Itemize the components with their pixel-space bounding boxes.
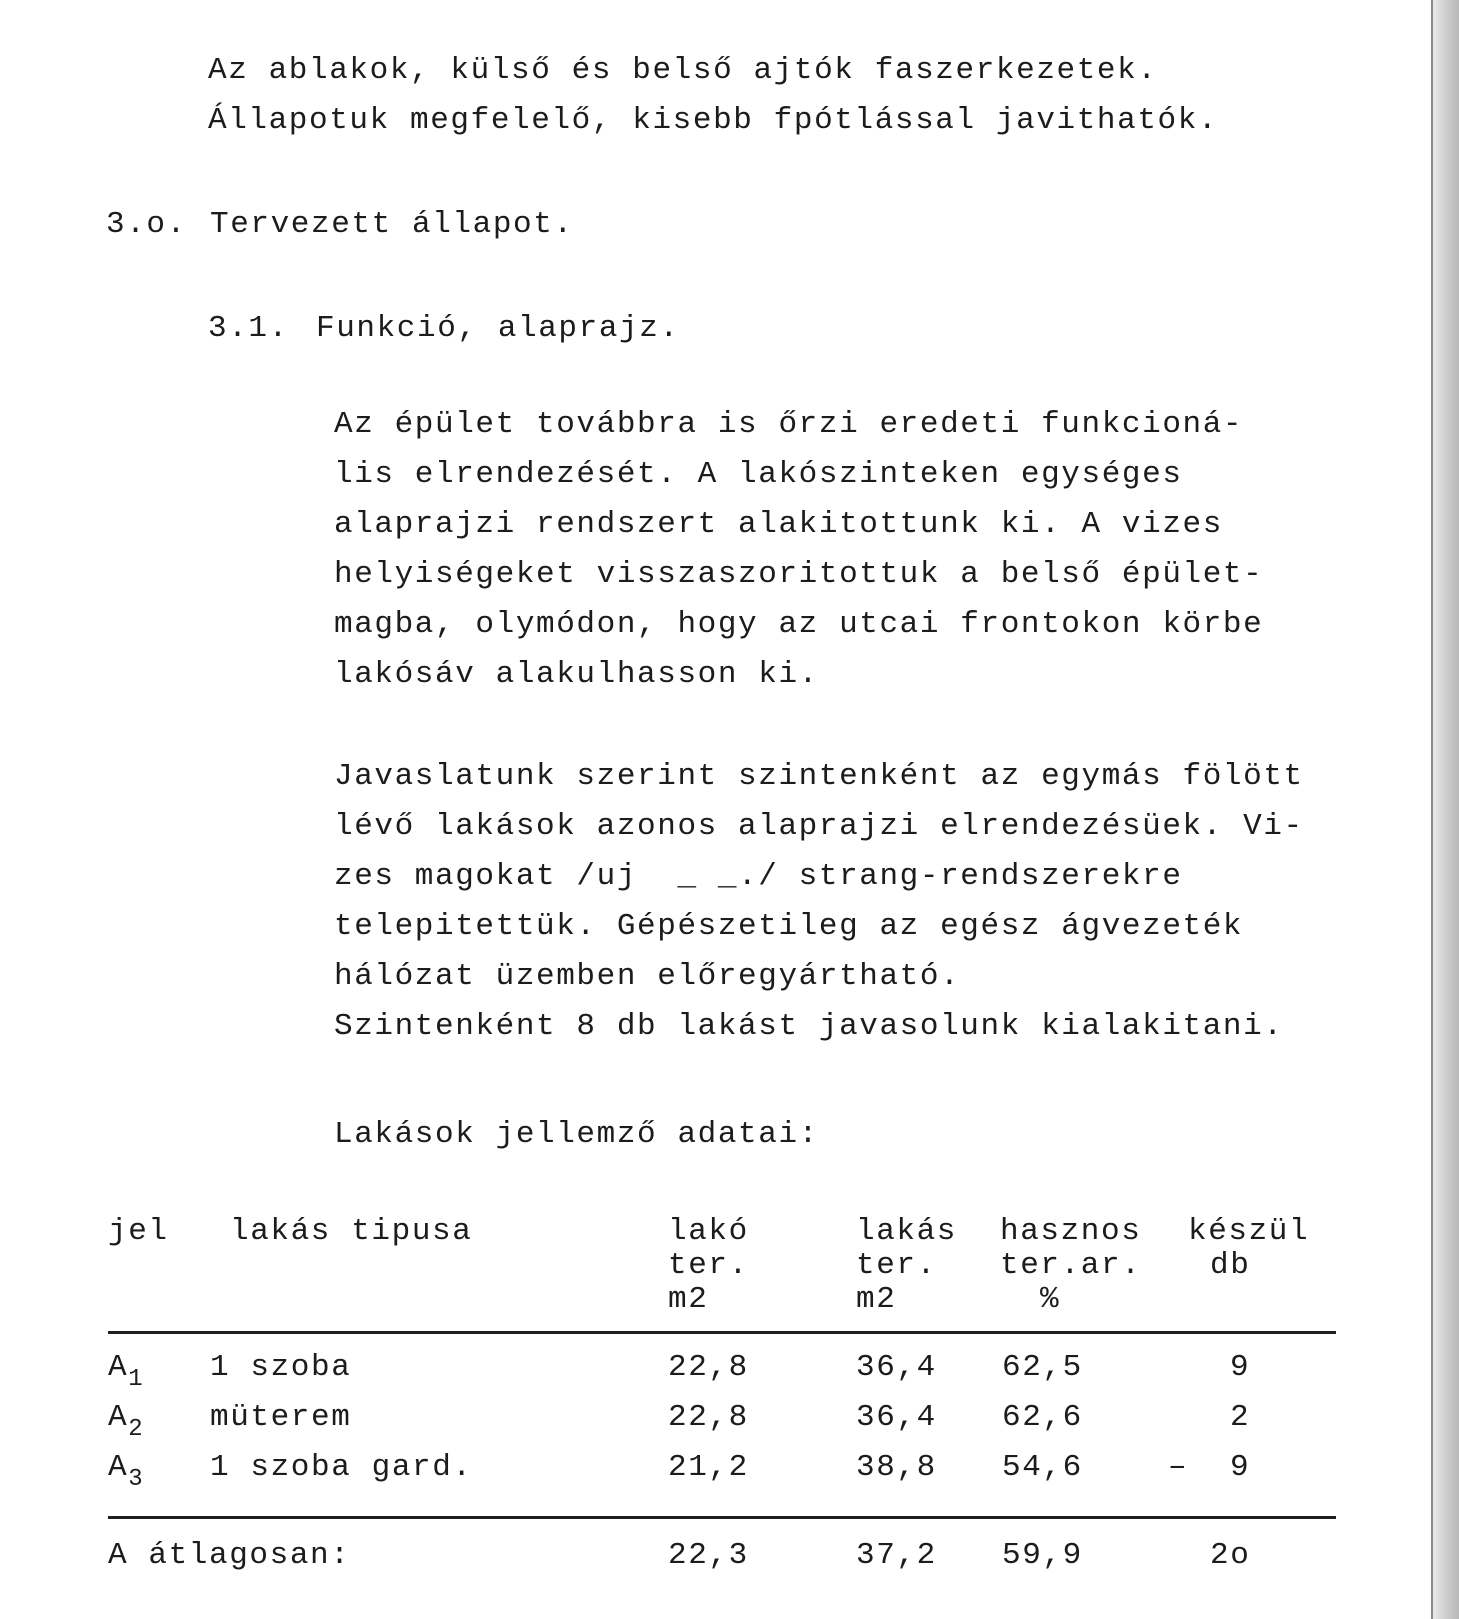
cell-keszul: 9 [1230,1450,1251,1485]
header-hasznos-1: hasznos [1000,1214,1142,1249]
cell-hasznos: 62,6 [1002,1400,1083,1435]
cell-lakas: 38,8 [856,1450,937,1485]
section-number: 3.o. [106,207,187,242]
paragraph1-line: helyiségeket visszaszoritottuk a belső épület- [334,557,1264,592]
section-title: Tervezett állapot. [210,207,574,242]
cell-jel [108,1450,145,1493]
total-lakas: 37,2 [856,1538,937,1573]
header-lako-2: ter. [668,1248,749,1283]
cell-keszul: 9 [1230,1350,1251,1385]
subsection-number: 3.1. [208,311,289,346]
header-lakas-2: ter. [856,1248,937,1283]
header-tipus: lakás tipusa [230,1214,473,1249]
header-keszul-1: készül [1188,1214,1310,1249]
cell-hasznos: 62,5 [1002,1350,1083,1385]
paragraph2-line: Szintenként 8 db lakást javasolunk kialakitani. [334,1009,1284,1044]
cell-jel [108,1350,145,1393]
paragraph1-line: magba, olymódon, hogy az utcai frontokon körbe [334,607,1264,642]
header-lakas-1: lakás [856,1214,958,1249]
paragraph2-line: zes magokat /uj _ _./ strang-rendszerekre [334,859,1183,894]
table-header-rule [108,1331,1336,1334]
jel-subscript: 2 [128,1416,145,1443]
header-keszul-2: db [1210,1248,1251,1283]
subsection-title: Funkció, alaprajz. [316,311,680,346]
header-lako-3: m2 [668,1282,709,1317]
jel-subscript: 3 [128,1466,145,1493]
paragraph1-line: lakósáv alakulhasson ki. [334,657,819,692]
header-hasznos-3: % [1040,1282,1061,1317]
total-keszul: 2o [1210,1538,1251,1573]
total-hasznos: 59,9 [1002,1538,1083,1573]
cell-mark: – [1168,1450,1189,1485]
paragraph2-line: lévő lakások azonos alaprajzi elrendezésüek. Vi- [334,809,1304,844]
paragraph2-line: telepitettük. Gépészetileg az egész ágvezeték [334,909,1244,944]
table-total-rule [108,1516,1336,1519]
paragraph1-line: lis elrendezését. A lakószinteken egységes [334,457,1183,492]
page-edge-shadow [1433,0,1459,1619]
header-lakas-3: m2 [856,1282,897,1317]
jel-letter: A [108,1400,129,1435]
page-edge-line [1431,0,1433,1619]
cell-jel [108,1400,145,1443]
jel-letter: A [108,1350,129,1385]
total-label: A átlagosan: [108,1538,351,1573]
cell-lako: 21,2 [668,1450,749,1485]
intro-line-2: Állapotuk megfelelő, kisebb fpótlással javithatók. [208,103,1219,138]
paragraph1-line: Az épület továbbra is őrzi eredeti funkcioná- [334,407,1244,442]
cell-tipus: 1 szoba gard. [210,1450,473,1485]
jel-letter: A [108,1450,129,1485]
total-lako: 22,3 [668,1538,749,1573]
header-lako-1: lakó [668,1214,749,1249]
table-caption: Lakások jellemző adatai: [334,1117,819,1152]
cell-hasznos: 54,6 [1002,1450,1083,1485]
paragraph2-line: Javaslatunk szerint szintenként az egymás fölött [334,759,1304,794]
jel-subscript: 1 [128,1366,145,1393]
cell-keszul: 2 [1230,1400,1251,1435]
cell-lako: 22,8 [668,1400,749,1435]
header-jel: jel [108,1214,169,1249]
paragraph2-line: hálózat üzemben előregyártható. [334,959,961,994]
cell-lakas: 36,4 [856,1350,937,1385]
cell-tipus: müterem [210,1400,352,1435]
cell-tipus: 1 szoba [210,1350,352,1385]
cell-lako: 22,8 [668,1350,749,1385]
header-hasznos-2: ter.ar. [1000,1248,1142,1283]
paragraph1-line: alaprajzi rendszert alakitottunk ki. A vizes [334,507,1223,542]
intro-line-1: Az ablakok, külső és belső ajtók faszerkezetek. [208,53,1158,88]
cell-lakas: 36,4 [856,1400,937,1435]
